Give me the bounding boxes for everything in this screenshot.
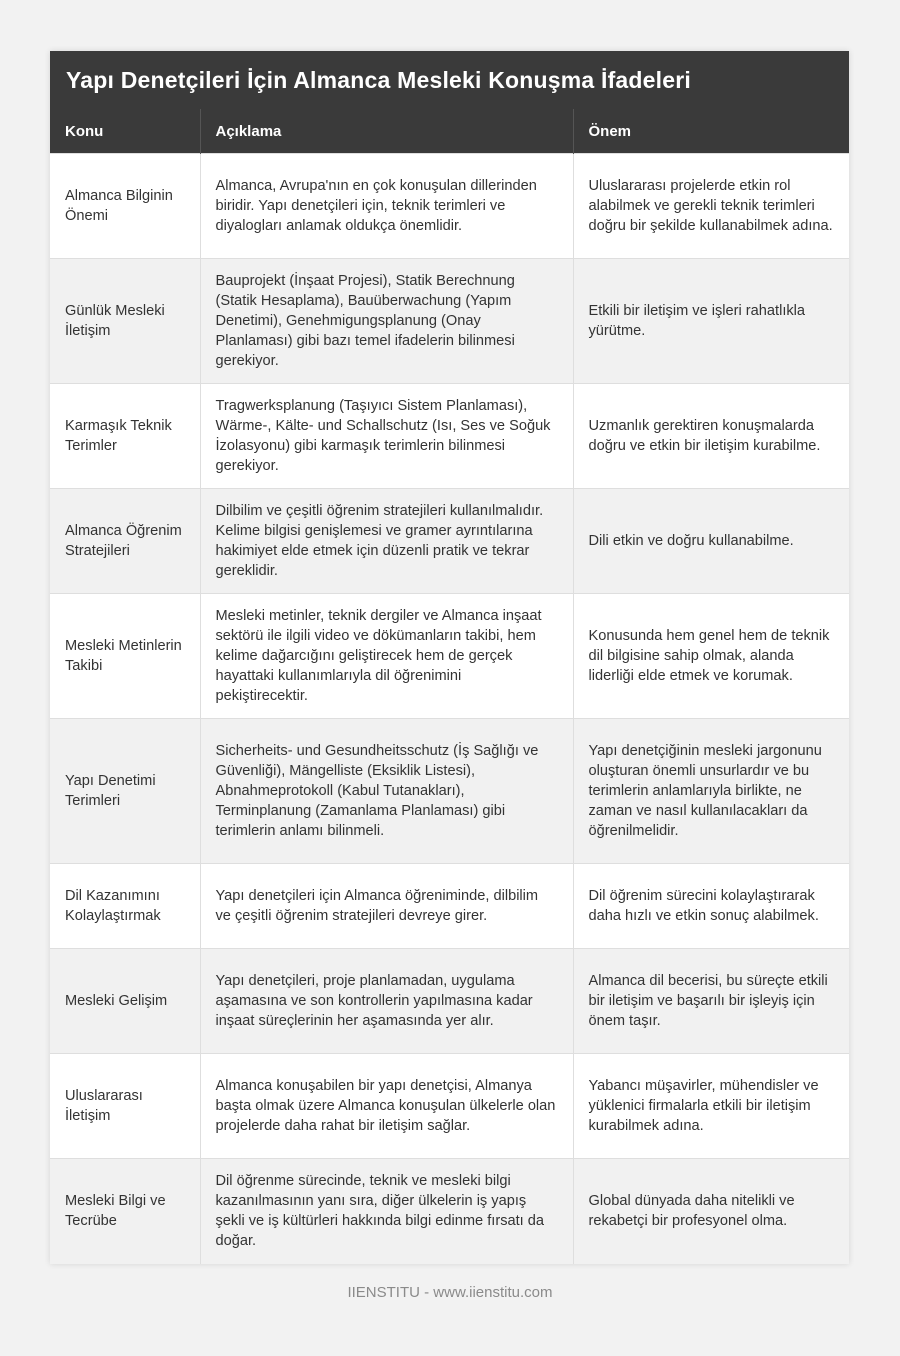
- cell-konu: Almanca Öğrenim Stratejileri: [50, 489, 200, 594]
- column-header-onem: Önem: [573, 109, 849, 154]
- cell-onem: Yapı denetçiğinin mesleki jargonunu oluşturan önemli unsurlardır ve bu terimlerin anlamlarıyla birlikte, ne zaman ve nasıl kullanılacakları da öğrenilmelidir.: [573, 719, 849, 864]
- table-row: [50, 1159, 849, 1264]
- cell-konu: Mesleki Bilgi ve Tecrübe: [50, 1159, 200, 1264]
- cell-onem: Dili etkin ve doğru kullanabilme.: [573, 489, 849, 594]
- cell-konu: Mesleki Gelişim: [50, 949, 200, 1054]
- cell-aciklama: Dilbilim ve çeşitli öğrenim stratejileri kullanılmalıdır. Kelime bilgisi genişlemesi ve gramer ayrıntılarına hakimiyet elde etmek için düzenli pratik ve tekrar gereklidir.: [200, 489, 573, 594]
- column-header-aciklama: Açıklama: [200, 109, 573, 154]
- cell-onem: Dil öğrenim sürecini kolaylaştırarak daha hızlı ve etkin sonuç alabilmek.: [573, 864, 849, 949]
- cell-aciklama: Sicherheits- und Gesundheitsschutz (İş Sağlığı ve Güvenliği), Mängelliste (Eksiklik Listesi), Abnahmeprotokoll (Kabul Tutanakları), Terminplanung (Zamanlama Planlaması) gibi terimlerin anlamı bilinmeli.: [200, 719, 573, 864]
- table-row: [50, 1054, 849, 1159]
- cell-konu: Dil Kazanımını Kolaylaştırmak: [50, 864, 200, 949]
- table-header-row: [50, 109, 849, 154]
- cell-konu: Almanca Bilginin Önemi: [50, 154, 200, 259]
- footer-credit: IIENSTITU - www.iienstitu.com: [347, 1284, 553, 1301]
- cell-aciklama: Mesleki metinler, teknik dergiler ve Almanca inşaat sektörü ile ilgili video ve dökümanların takibi, hem kelime dağarcığını geliştirecek hem de gerçek hayattaki kullanımlarıyla dil öğrenimini pekiştirecektir.: [200, 594, 573, 719]
- table-row: [50, 594, 849, 719]
- cell-onem: Uzmanlık gerektiren konuşmalarda doğru ve etkin bir iletişim kurabilme.: [573, 384, 849, 489]
- column-header-konu: Konu: [50, 109, 200, 154]
- table-row: [50, 489, 849, 594]
- table-card: [50, 51, 849, 1264]
- table-row: [50, 154, 849, 259]
- cell-aciklama: Yapı denetçileri, proje planlamadan, uygulama aşamasına ve son kontrollerin yapılmasına kadar inşaat süreçlerinin her aşamasında yer alır.: [200, 949, 573, 1054]
- cell-konu: Karmaşık Teknik Terimler: [50, 384, 200, 489]
- cell-onem: Etkili bir iletişim ve işleri rahatlıkla yürütme.: [573, 259, 849, 384]
- cell-konu: Yapı Denetimi Terimleri: [50, 719, 200, 864]
- data-table: [50, 109, 849, 1264]
- cell-aciklama: Yapı denetçileri için Almanca öğreniminde, dilbilim ve çeşitli öğrenim stratejileri devreye girer.: [200, 864, 573, 949]
- cell-onem: Uluslararası projelerde etkin rol alabilmek ve gerekli teknik terimleri doğru bir şekilde kullanabilmek adına.: [573, 154, 849, 259]
- table-row: [50, 384, 849, 489]
- cell-aciklama: Almanca konuşabilen bir yapı denetçisi, Almanya başta olmak üzere Almanca konuşulan ülkelerle olan projelerde daha rahat bir iletişim sağlar.: [200, 1054, 573, 1159]
- table-row: [50, 259, 849, 384]
- cell-onem: Konusunda hem genel hem de teknik dil bilgisine sahip olmak, alanda liderliği elde etmek ve korumak.: [573, 594, 849, 719]
- table-row: [50, 864, 849, 949]
- cell-aciklama: Bauprojekt (İnşaat Projesi), Statik Berechnung (Statik Hesaplama), Bauüberwachung (Yapım Denetimi), Genehmigungsplanung (Onay Planlaması) gibi bazı temel ifadelerin bilinmesi gerekiyor.: [200, 259, 573, 384]
- cell-konu: Mesleki Metinlerin Takibi: [50, 594, 200, 719]
- table-row: [50, 949, 849, 1054]
- cell-konu: Uluslararası İletişim: [50, 1054, 200, 1159]
- cell-aciklama: Tragwerksplanung (Taşıyıcı Sistem Planlaması), Wärme-, Kälte- und Schallschutz (Isı, Ses ve Soğuk İzolasyonu) gibi karmaşık terimlerin bilinmesi gerekiyor.: [200, 384, 573, 489]
- title-bar: [50, 51, 849, 109]
- page-title: Yapı Denetçileri İçin Almanca Mesleki Konuşma İfadeleri: [66, 66, 691, 93]
- cell-konu: Günlük Mesleki İletişim: [50, 259, 200, 384]
- table-row: [50, 719, 849, 864]
- cell-aciklama: Almanca, Avrupa'nın en çok konuşulan dillerinden biridir. Yapı denetçileri için, teknik terimleri ve diyalogları anlamak oldukça önemlidir.: [200, 154, 573, 259]
- cell-onem: Global dünyada daha nitelikli ve rekabetçi bir profesyonel olma.: [573, 1159, 849, 1264]
- cell-aciklama: Dil öğrenme sürecinde, teknik ve mesleki bilgi kazanılmasının yanı sıra, diğer ülkelerin iş yapış şekli ve iş kültürleri hakkında bilgi edinme fırsatı da doğar.: [200, 1159, 573, 1264]
- cell-onem: Yabancı müşavirler, mühendisler ve yüklenici firmalarla etkili bir iletişim kurabilmek adına.: [573, 1054, 849, 1159]
- cell-onem: Almanca dil becerisi, bu süreçte etkili bir iletişim ve başarılı bir işleyiş için önem taşır.: [573, 949, 849, 1054]
